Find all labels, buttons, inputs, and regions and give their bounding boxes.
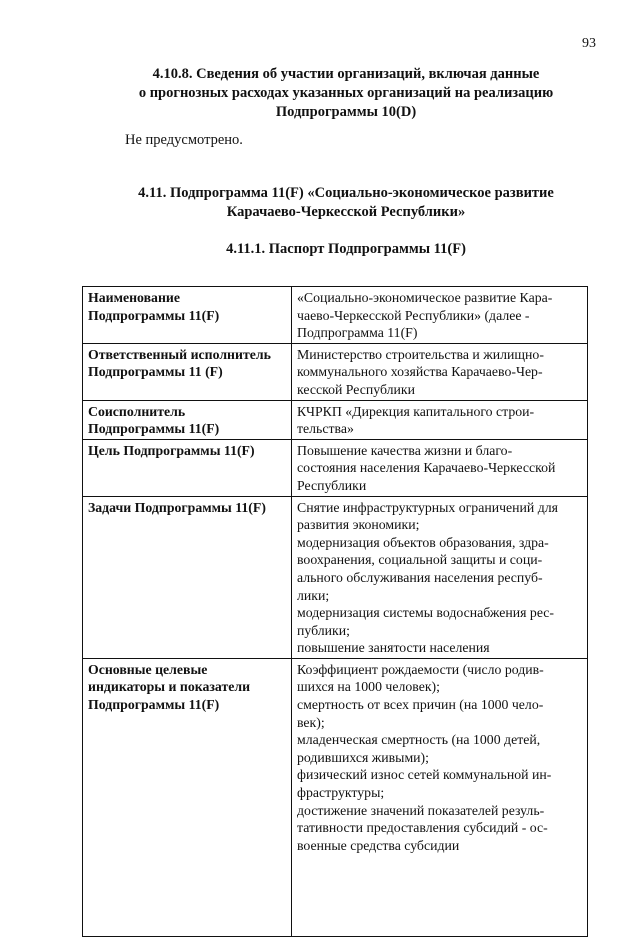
value-line: шихся на 1000 человек); <box>297 679 440 695</box>
value-line: Подпрограмма 11(F) <box>297 325 418 341</box>
heading-line: 4.11.1. Паспорт Подпрограммы 11(F) <box>226 241 466 257</box>
value-line: век); <box>297 714 325 730</box>
value-line: чаево-Черкесской Республики» (далее - <box>297 307 530 323</box>
value-line: развития экономики; <box>297 517 420 533</box>
value-line: достижение значений показателей резуль- <box>297 802 545 818</box>
passport-row-value <box>292 658 588 936</box>
value-line: публики; <box>297 622 350 638</box>
section-4-10-8-heading <box>80 65 612 122</box>
value-line: лики; <box>297 587 330 603</box>
value-line: смертность от всех причин (на 1000 чело- <box>297 697 544 713</box>
not-provided-note: Не предусмотрено. <box>125 132 243 148</box>
value-line: воохранения, социальной защиты и соци- <box>297 552 543 568</box>
passport-row-label <box>83 496 292 658</box>
label-line: Ответственный исполнитель <box>88 346 271 362</box>
value-line: КЧРКП «Дирекция капитального строи- <box>297 403 535 419</box>
passport-row <box>83 439 588 496</box>
value-line: тативности предоставления субсидий - ос- <box>297 820 548 836</box>
heading-line: 4.11. Подпрограмма 11(F) «Социально-экономическое развитие <box>138 185 554 201</box>
value-line: Республики <box>297 477 367 493</box>
label-line: Соисполнитель <box>88 403 186 419</box>
label-line: Основные целевые <box>88 661 208 677</box>
value-line: Повышение качества жизни и благо- <box>297 442 513 458</box>
passport-row-value <box>292 496 588 658</box>
label-line: индикаторы и показатели <box>88 679 251 695</box>
value-line: фраструктуры; <box>297 785 385 801</box>
passport-table <box>82 286 588 937</box>
value-line: Коэффициент рождаемости (число родив- <box>297 661 544 677</box>
heading-line: 4.10.8. Сведения об участии организаций, включая данные <box>152 66 540 82</box>
passport-table-body <box>83 287 588 937</box>
value-line: физический износ сетей коммунальной ин- <box>297 767 552 783</box>
label-line: Подпрограммы 11(F) <box>88 697 220 713</box>
passport-row-label <box>83 287 292 344</box>
passport-row-value <box>292 287 588 344</box>
passport-row <box>83 343 588 400</box>
value-line: коммунального хозяйства Карачаево-Чер- <box>297 364 543 380</box>
label-line: Подпрограммы 11(F) <box>88 421 220 437</box>
value-line: ального обслуживания населения респуб- <box>297 569 543 585</box>
value-line: родившихся живыми); <box>297 749 429 765</box>
label-line: Подпрограммы 11 (F) <box>88 364 223 380</box>
label-line: Подпрограммы 11(F) <box>88 307 220 323</box>
passport-row-value <box>292 343 588 400</box>
value-line: военные средства субсидии <box>297 837 460 853</box>
passport-row <box>83 400 588 439</box>
passport-row <box>83 287 588 344</box>
passport-row-label <box>83 658 292 936</box>
heading-line: о прогнозных расходах указанных организаций на реализацию <box>138 85 554 101</box>
passport-row <box>83 496 588 658</box>
value-line: тельства» <box>297 421 354 437</box>
passport-row-value <box>292 400 588 439</box>
passport-row <box>83 658 588 936</box>
label-line: Цель Подпрограммы 11(F) <box>88 442 255 458</box>
value-line: Министерство строительства и жилищно- <box>297 346 544 362</box>
passport-row-label <box>83 343 292 400</box>
label-line: Наименование <box>88 290 180 305</box>
heading-line: Подпрограммы 10(D) <box>275 104 417 120</box>
passport-row-label <box>83 400 292 439</box>
value-line: Снятие инфраструктурных ограничений для <box>297 499 559 515</box>
value-line: модернизация системы водоснабжения рес- <box>297 605 555 621</box>
section-4-11-1-heading <box>80 240 612 259</box>
value-line: кесской Республики <box>297 381 416 397</box>
passport-row-label <box>83 439 292 496</box>
value-line: модернизация объектов образования, здра- <box>297 534 549 550</box>
value-line: младенческая смертность (на 1000 детей, <box>297 732 541 748</box>
value-line: повышение занятости населения <box>297 640 490 656</box>
label-line: Задачи Подпрограммы 11(F) <box>88 499 266 515</box>
value-line: «Социально-экономическое развитие Кара- <box>297 290 553 305</box>
page-number: 93 <box>582 36 596 51</box>
value-line: состояния населения Карачаево-Черкесской <box>297 460 556 476</box>
passport-row-value <box>292 439 588 496</box>
section-4-11-heading <box>80 184 612 222</box>
heading-line: Карачаево-Черкесской Республики» <box>226 204 466 220</box>
